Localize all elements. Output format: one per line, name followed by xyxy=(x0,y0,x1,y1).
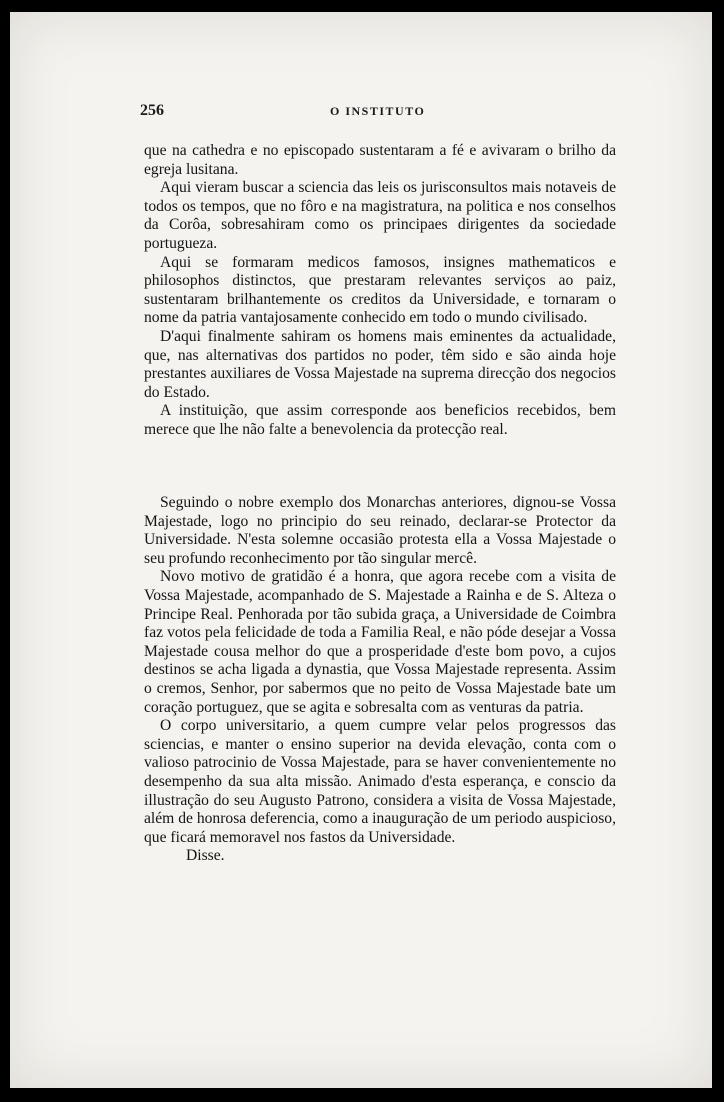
text-block-lower xyxy=(144,494,616,866)
paragraph: O corpo universitario, a quem cumpre velar pelos progressos das sciencias, e manter o ensino superior na devida elevação, conta com o valioso patrocinio de Vossa Majestade, para se haver convenientemente no desempenho da sua alta missão. Animado d'esta esperança, e conscio da illustração do seu Augusto Patrono, considera a visita de Vossa Majestade, além de honrosa deferencia, como a inauguração de um periodo auspicioso, que ficará memoravel nos fastos da Universidade. xyxy=(144,717,616,846)
paragraph: Aqui se formaram medicos famosos, insignes mathematicos e philosophos distinctos, que prestaram relevantes serviços ao paiz, sustentaram brilhantemente os creditos da Universidade, e tornaram o nome da patria vantajosamente conhecido em todo o mundo civilisado. xyxy=(144,253,616,327)
paragraph: Seguindo o nobre exemplo dos Monarchas anteriores, dignou-se Vossa Majestade, logo no principio do seu reinado, declarar-se Protector da Universidade. N'esta solemne occasião protesta ella a Vossa Majestade o seu profundo reconhecimento por tão singular mercê. xyxy=(144,494,616,567)
running-head xyxy=(140,102,620,122)
paragraph: A instituição, que assim corresponde aos beneficios recebidos, bem merece que lhe não falte a benevolencia da protecção real. xyxy=(144,402,616,438)
paragraph: D'aqui finalmente sahiram os homens mais eminentes da actualidade, que, nas alternativas dos partidos no poder, têm sido e são ainda hoje prestantes auxiliares de Vossa Majestade na suprema direcção dos negocios do Estado. xyxy=(144,327,616,401)
text-block-upper xyxy=(144,142,616,440)
paragraph: que na cathedra e no episcopado sustentaram a fé e avivaram o brilho da egreja lusitana. xyxy=(144,142,616,178)
journal-title: O INSTITUTO xyxy=(330,104,426,118)
paragraph: Aqui vieram buscar a sciencia das leis os jurisconsultos mais notaveis de todos os tempos, que no fôro e na magistratura, na politica e nos conselhos da Corôa, sobresahiram como os principaes dirigentes da sociedade portugueza. xyxy=(144,179,616,252)
paragraph: Novo motivo de gratidão é a honra, que agora recebe com a visita de Vossa Majestade, acompanhado de S. Majestade a Rainha e de S. Alteza o Principe Real. Penhorada por tão subida graça, a Universidade de Coimbra faz votos pela felicidade de toda a Familia Real, e não póde desejar a Vossa Majestade cousa melhor do que a prosperidade d'este bom povo, a cujos destinos se acha ligada a dynastia, que Vossa Majestade representa. Assim o cremos, Senhor, por sabermos que no peito de Vossa Majestade bate um coração portuguez, que se agita e sobresalta com as venturas da patria. xyxy=(144,568,616,716)
closing-word: Disse. xyxy=(186,847,225,865)
page-number: 256 xyxy=(140,102,164,119)
